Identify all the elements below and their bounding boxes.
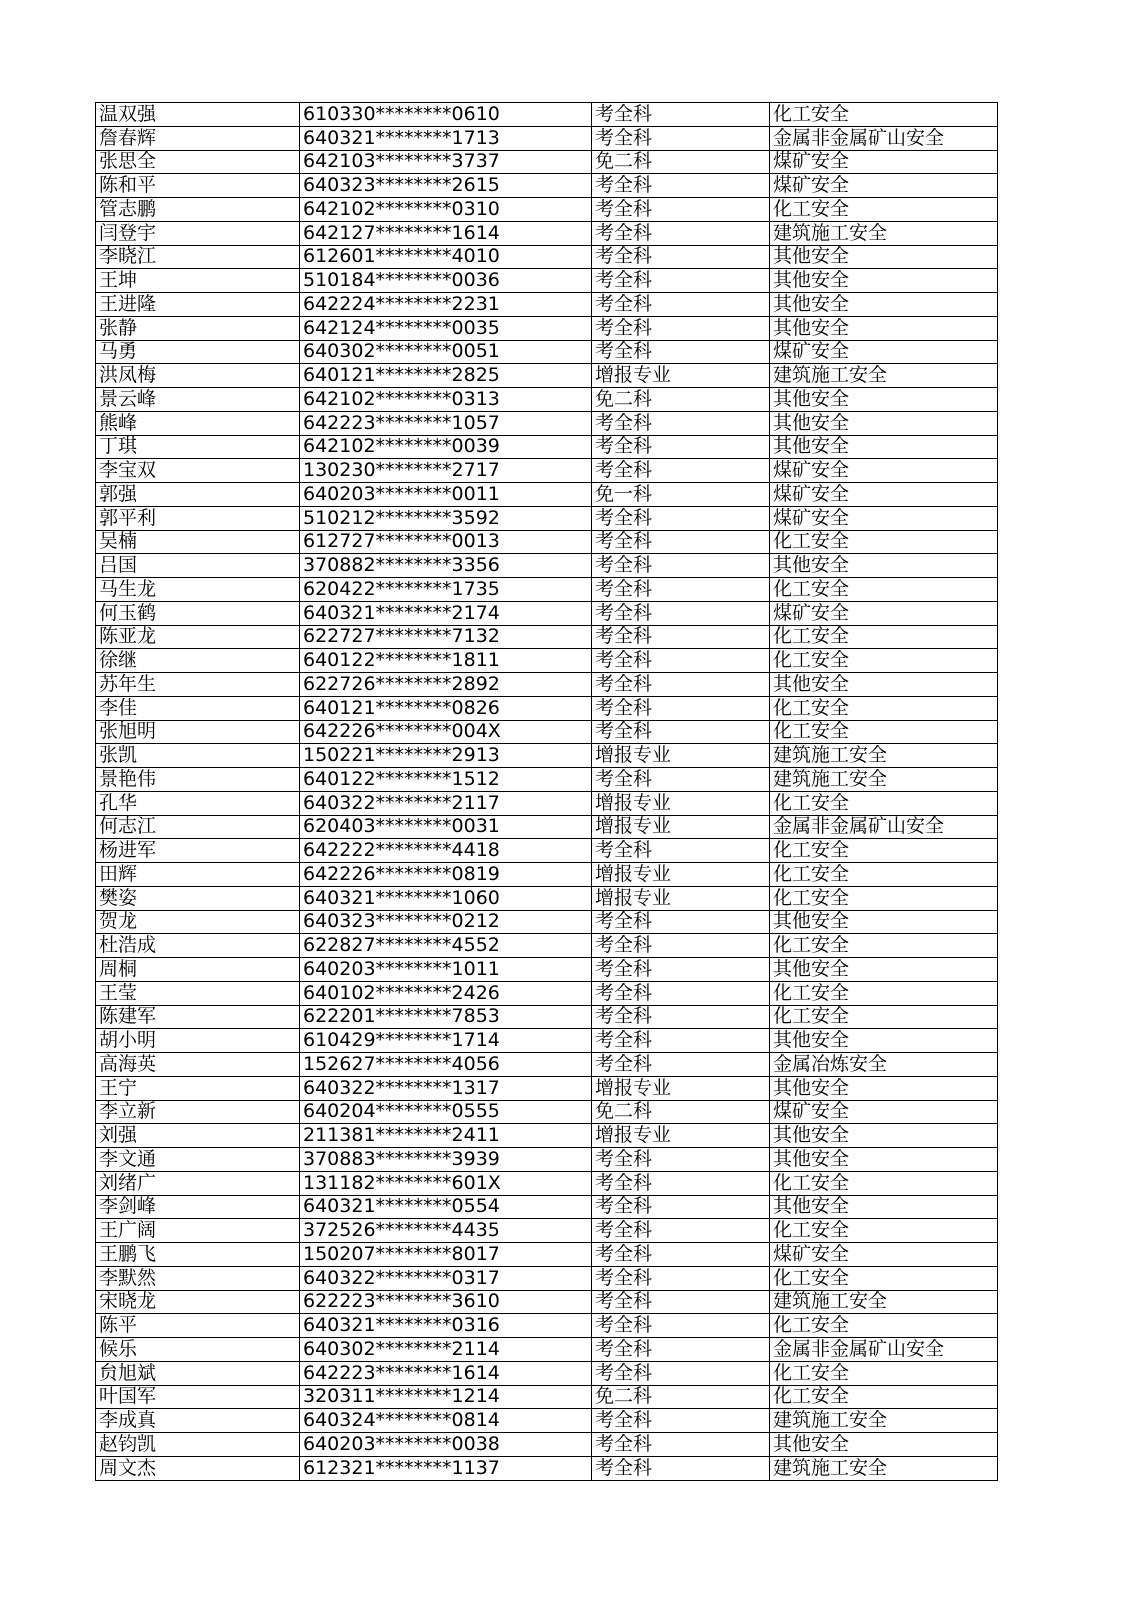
table-row	[96, 815, 998, 839]
id-number-cell: 642127********1614	[300, 221, 592, 245]
table-row	[96, 1100, 998, 1124]
id-number-cell: 642224********2231	[300, 293, 592, 317]
name-cell: 苏年生	[96, 673, 300, 697]
table-row	[96, 221, 998, 245]
safety-category-cell: 其他安全	[770, 1195, 998, 1219]
exam-type-cell: 考全科	[592, 1314, 770, 1338]
table-row	[96, 886, 998, 910]
exam-type-cell: 考全科	[592, 1005, 770, 1029]
id-number-cell: 640302********0051	[300, 340, 592, 364]
table-row	[96, 744, 998, 768]
name-cell: 候乐	[96, 1338, 300, 1362]
safety-category-cell: 化工安全	[770, 696, 998, 720]
exam-type-cell: 增报专业	[592, 1076, 770, 1100]
table-row	[96, 1124, 998, 1148]
name-cell: 李宝双	[96, 459, 300, 483]
id-number-cell: 610330********0610	[300, 103, 592, 127]
exam-type-cell: 考全科	[592, 435, 770, 459]
table-row	[96, 293, 998, 317]
table-row	[96, 198, 998, 222]
exam-type-cell: 考全科	[592, 198, 770, 222]
name-cell: 赵钧凯	[96, 1433, 300, 1457]
name-cell: 熊峰	[96, 411, 300, 435]
id-number-cell: 642223********1057	[300, 411, 592, 435]
id-number-cell: 370883********3939	[300, 1148, 592, 1172]
table-row	[96, 1314, 998, 1338]
safety-category-cell: 化工安全	[770, 886, 998, 910]
id-number-cell: 640122********1512	[300, 768, 592, 792]
safety-category-cell: 化工安全	[770, 578, 998, 602]
table-row	[96, 483, 998, 507]
name-cell: 周文杰	[96, 1456, 300, 1480]
exam-type-cell: 考全科	[592, 768, 770, 792]
exam-type-cell: 考全科	[592, 696, 770, 720]
id-number-cell: 622827********4552	[300, 934, 592, 958]
id-number-cell: 622223********3610	[300, 1290, 592, 1314]
id-number-cell: 640321********0316	[300, 1314, 592, 1338]
exam-type-cell: 考全科	[592, 293, 770, 317]
name-cell: 李佳	[96, 696, 300, 720]
exam-type-cell: 增报专业	[592, 744, 770, 768]
id-number-cell: 510184********0036	[300, 269, 592, 293]
exam-type-cell: 免一科	[592, 483, 770, 507]
table-row	[96, 1385, 998, 1409]
table-row	[96, 720, 998, 744]
table-row	[96, 1243, 998, 1267]
safety-category-cell: 化工安全	[770, 791, 998, 815]
table-row	[96, 1171, 998, 1195]
name-cell: 杜浩成	[96, 934, 300, 958]
id-number-cell: 370882********3356	[300, 554, 592, 578]
safety-category-cell: 煤矿安全	[770, 459, 998, 483]
id-number-cell: 640323********0212	[300, 910, 592, 934]
exam-type-cell: 考全科	[592, 910, 770, 934]
exam-type-cell: 考全科	[592, 1243, 770, 1267]
safety-category-cell: 化工安全	[770, 1361, 998, 1385]
exam-type-cell: 增报专业	[592, 364, 770, 388]
exam-type-cell: 增报专业	[592, 1124, 770, 1148]
exam-type-cell: 增报专业	[592, 815, 770, 839]
exam-type-cell: 考全科	[592, 174, 770, 198]
name-cell: 王鹏飞	[96, 1243, 300, 1267]
id-number-cell: 612601********4010	[300, 245, 592, 269]
exam-type-cell: 考全科	[592, 1266, 770, 1290]
exam-type-cell: 考全科	[592, 554, 770, 578]
exam-type-cell: 考全科	[592, 601, 770, 625]
exam-type-cell: 免二科	[592, 1385, 770, 1409]
name-cell: 马生龙	[96, 578, 300, 602]
id-number-cell: 640321********1713	[300, 126, 592, 150]
exam-type-cell: 增报专业	[592, 863, 770, 887]
name-cell: 李成真	[96, 1409, 300, 1433]
safety-category-cell: 其他安全	[770, 1124, 998, 1148]
exam-type-cell: 考全科	[592, 673, 770, 697]
exam-type-cell: 考全科	[592, 1148, 770, 1172]
exam-type-cell: 考全科	[592, 530, 770, 554]
safety-category-cell: 金属非金属矿山安全	[770, 126, 998, 150]
exam-type-cell: 考全科	[592, 245, 770, 269]
id-number-cell: 640302********2114	[300, 1338, 592, 1362]
table-row	[96, 1029, 998, 1053]
name-cell: 叶国军	[96, 1385, 300, 1409]
id-number-cell: 510212********3592	[300, 506, 592, 530]
name-cell: 陈平	[96, 1314, 300, 1338]
exam-type-cell: 考全科	[592, 340, 770, 364]
table-row	[96, 791, 998, 815]
id-number-cell: 642226********0819	[300, 863, 592, 887]
id-number-cell: 642103********3737	[300, 150, 592, 174]
exam-type-cell: 考全科	[592, 720, 770, 744]
name-cell: 温双强	[96, 103, 300, 127]
name-cell: 贠旭斌	[96, 1361, 300, 1385]
name-cell: 李立新	[96, 1100, 300, 1124]
name-cell: 高海英	[96, 1053, 300, 1077]
safety-category-cell: 其他安全	[770, 1076, 998, 1100]
exam-type-cell: 增报专业	[592, 791, 770, 815]
id-number-cell: 612727********0013	[300, 530, 592, 554]
name-cell: 周桐	[96, 958, 300, 982]
id-number-cell: 640121********2825	[300, 364, 592, 388]
table-row	[96, 673, 998, 697]
id-number-cell: 130230********2717	[300, 459, 592, 483]
exam-type-cell: 考全科	[592, 1338, 770, 1362]
name-cell: 刘强	[96, 1124, 300, 1148]
exam-type-cell: 考全科	[592, 625, 770, 649]
roster-table-body	[96, 103, 998, 1481]
exam-type-cell: 考全科	[592, 1053, 770, 1077]
id-number-cell: 131182********601X	[300, 1171, 592, 1195]
name-cell: 张静	[96, 316, 300, 340]
safety-category-cell: 煤矿安全	[770, 1243, 998, 1267]
id-number-cell: 640102********2426	[300, 981, 592, 1005]
table-row	[96, 1266, 998, 1290]
exam-type-cell: 考全科	[592, 1171, 770, 1195]
exam-type-cell: 考全科	[592, 1029, 770, 1053]
name-cell: 田辉	[96, 863, 300, 887]
name-cell: 马勇	[96, 340, 300, 364]
safety-category-cell: 其他安全	[770, 1029, 998, 1053]
safety-category-cell: 其他安全	[770, 910, 998, 934]
table-row	[96, 174, 998, 198]
name-cell: 王坤	[96, 269, 300, 293]
table-row	[96, 388, 998, 412]
table-row	[96, 340, 998, 364]
name-cell: 李默然	[96, 1266, 300, 1290]
name-cell: 闫登宇	[96, 221, 300, 245]
safety-category-cell: 化工安全	[770, 1314, 998, 1338]
name-cell: 管志鹏	[96, 198, 300, 222]
id-number-cell: 320311********1214	[300, 1385, 592, 1409]
exam-type-cell: 考全科	[592, 221, 770, 245]
id-number-cell: 612321********1137	[300, 1456, 592, 1480]
id-number-cell: 622201********7853	[300, 1005, 592, 1029]
table-row	[96, 958, 998, 982]
name-cell: 陈亚龙	[96, 625, 300, 649]
name-cell: 李剑峰	[96, 1195, 300, 1219]
id-number-cell: 640323********2615	[300, 174, 592, 198]
exam-type-cell: 考全科	[592, 506, 770, 530]
table-row	[96, 981, 998, 1005]
id-number-cell: 640321********2174	[300, 601, 592, 625]
safety-category-cell: 其他安全	[770, 435, 998, 459]
id-number-cell: 642226********004X	[300, 720, 592, 744]
name-cell: 何志江	[96, 815, 300, 839]
exam-type-cell: 考全科	[592, 126, 770, 150]
table-row	[96, 1290, 998, 1314]
safety-category-cell: 金属非金属矿山安全	[770, 1338, 998, 1362]
id-number-cell: 640321********1060	[300, 886, 592, 910]
exam-type-cell: 免二科	[592, 388, 770, 412]
safety-category-cell: 建筑施工安全	[770, 1409, 998, 1433]
safety-category-cell: 化工安全	[770, 981, 998, 1005]
safety-category-cell: 化工安全	[770, 1385, 998, 1409]
exam-type-cell: 考全科	[592, 1195, 770, 1219]
id-number-cell: 640204********0555	[300, 1100, 592, 1124]
table-row	[96, 530, 998, 554]
table-row	[96, 768, 998, 792]
safety-category-cell: 建筑施工安全	[770, 744, 998, 768]
table-row	[96, 839, 998, 863]
id-number-cell: 640321********0554	[300, 1195, 592, 1219]
safety-category-cell: 煤矿安全	[770, 1100, 998, 1124]
table-row	[96, 459, 998, 483]
table-row	[96, 1409, 998, 1433]
name-cell: 王进隆	[96, 293, 300, 317]
exam-type-cell: 考全科	[592, 103, 770, 127]
safety-category-cell: 建筑施工安全	[770, 364, 998, 388]
table-row	[96, 696, 998, 720]
table-row	[96, 364, 998, 388]
id-number-cell: 620403********0031	[300, 815, 592, 839]
table-row	[96, 269, 998, 293]
safety-category-cell: 其他安全	[770, 673, 998, 697]
safety-category-cell: 其他安全	[770, 388, 998, 412]
exam-type-cell: 免二科	[592, 150, 770, 174]
safety-category-cell: 煤矿安全	[770, 340, 998, 364]
safety-category-cell: 金属冶炼安全	[770, 1053, 998, 1077]
id-number-cell: 642102********0310	[300, 198, 592, 222]
table-row	[96, 1338, 998, 1362]
table-row	[96, 1148, 998, 1172]
id-number-cell: 640203********0011	[300, 483, 592, 507]
safety-category-cell: 煤矿安全	[770, 174, 998, 198]
name-cell: 陈和平	[96, 174, 300, 198]
table-row	[96, 435, 998, 459]
name-cell: 詹春辉	[96, 126, 300, 150]
exam-type-cell: 考全科	[592, 459, 770, 483]
name-cell: 王莹	[96, 981, 300, 1005]
safety-category-cell: 化工安全	[770, 530, 998, 554]
exam-type-cell: 免二科	[592, 1100, 770, 1124]
name-cell: 樊姿	[96, 886, 300, 910]
id-number-cell: 642223********1614	[300, 1361, 592, 1385]
safety-category-cell: 其他安全	[770, 316, 998, 340]
table-row	[96, 910, 998, 934]
id-number-cell: 640322********0317	[300, 1266, 592, 1290]
safety-category-cell: 金属非金属矿山安全	[770, 815, 998, 839]
safety-category-cell: 煤矿安全	[770, 601, 998, 625]
name-cell: 孔华	[96, 791, 300, 815]
table-row	[96, 625, 998, 649]
table-row	[96, 863, 998, 887]
safety-category-cell: 其他安全	[770, 1148, 998, 1172]
table-row	[96, 554, 998, 578]
id-number-cell: 642124********0035	[300, 316, 592, 340]
name-cell: 刘绪广	[96, 1171, 300, 1195]
table-row	[96, 1456, 998, 1480]
id-number-cell: 640322********2117	[300, 791, 592, 815]
exam-type-cell: 考全科	[592, 578, 770, 602]
id-number-cell: 642102********0313	[300, 388, 592, 412]
table-row	[96, 1053, 998, 1077]
id-number-cell: 152627********4056	[300, 1053, 592, 1077]
table-row	[96, 126, 998, 150]
name-cell: 张旭明	[96, 720, 300, 744]
exam-type-cell: 考全科	[592, 934, 770, 958]
exam-type-cell: 考全科	[592, 1290, 770, 1314]
roster-table	[95, 102, 998, 1481]
safety-category-cell: 建筑施工安全	[770, 768, 998, 792]
table-row	[96, 1005, 998, 1029]
name-cell: 贺龙	[96, 910, 300, 934]
table-row	[96, 1195, 998, 1219]
safety-category-cell: 其他安全	[770, 554, 998, 578]
id-number-cell: 150221********2913	[300, 744, 592, 768]
name-cell: 陈建军	[96, 1005, 300, 1029]
exam-type-cell: 增报专业	[592, 886, 770, 910]
id-number-cell: 622726********2892	[300, 673, 592, 697]
safety-category-cell: 煤矿安全	[770, 506, 998, 530]
id-number-cell: 642102********0039	[300, 435, 592, 459]
id-number-cell: 640203********0038	[300, 1433, 592, 1457]
safety-category-cell: 建筑施工安全	[770, 1456, 998, 1480]
safety-category-cell: 化工安全	[770, 1005, 998, 1029]
exam-type-cell: 考全科	[592, 981, 770, 1005]
table-row	[96, 245, 998, 269]
table-row	[96, 1361, 998, 1385]
name-cell: 景云峰	[96, 388, 300, 412]
safety-category-cell: 化工安全	[770, 1219, 998, 1243]
safety-category-cell: 化工安全	[770, 103, 998, 127]
safety-category-cell: 化工安全	[770, 720, 998, 744]
safety-category-cell: 其他安全	[770, 1433, 998, 1457]
table-row	[96, 1076, 998, 1100]
id-number-cell: 620422********1735	[300, 578, 592, 602]
id-number-cell: 372526********4435	[300, 1219, 592, 1243]
exam-type-cell: 考全科	[592, 839, 770, 863]
name-cell: 吕国	[96, 554, 300, 578]
name-cell: 王宁	[96, 1076, 300, 1100]
name-cell: 杨进军	[96, 839, 300, 863]
exam-type-cell: 考全科	[592, 1456, 770, 1480]
name-cell: 郭平利	[96, 506, 300, 530]
safety-category-cell: 化工安全	[770, 839, 998, 863]
table-row	[96, 150, 998, 174]
exam-type-cell: 考全科	[592, 1219, 770, 1243]
name-cell: 张思全	[96, 150, 300, 174]
table-row	[96, 316, 998, 340]
safety-category-cell: 其他安全	[770, 245, 998, 269]
safety-category-cell: 化工安全	[770, 863, 998, 887]
id-number-cell: 640322********1317	[300, 1076, 592, 1100]
name-cell: 李晓江	[96, 245, 300, 269]
safety-category-cell: 其他安全	[770, 411, 998, 435]
exam-type-cell: 考全科	[592, 958, 770, 982]
name-cell: 李文通	[96, 1148, 300, 1172]
name-cell: 景艳伟	[96, 768, 300, 792]
safety-category-cell: 化工安全	[770, 198, 998, 222]
safety-category-cell: 化工安全	[770, 625, 998, 649]
name-cell: 宋晓龙	[96, 1290, 300, 1314]
safety-category-cell: 化工安全	[770, 1266, 998, 1290]
exam-type-cell: 考全科	[592, 411, 770, 435]
id-number-cell: 640122********1811	[300, 649, 592, 673]
table-row	[96, 649, 998, 673]
id-number-cell: 640121********0826	[300, 696, 592, 720]
safety-category-cell: 其他安全	[770, 269, 998, 293]
safety-category-cell: 化工安全	[770, 934, 998, 958]
safety-category-cell: 建筑施工安全	[770, 221, 998, 245]
id-number-cell: 640203********1011	[300, 958, 592, 982]
id-number-cell: 642222********4418	[300, 839, 592, 863]
table-row	[96, 411, 998, 435]
table-row	[96, 934, 998, 958]
safety-category-cell: 化工安全	[770, 649, 998, 673]
safety-category-cell: 化工安全	[770, 1171, 998, 1195]
exam-type-cell: 考全科	[592, 1433, 770, 1457]
exam-type-cell: 考全科	[592, 269, 770, 293]
table-row	[96, 578, 998, 602]
table-row	[96, 1433, 998, 1457]
safety-category-cell: 建筑施工安全	[770, 1290, 998, 1314]
id-number-cell: 622727********7132	[300, 625, 592, 649]
id-number-cell: 610429********1714	[300, 1029, 592, 1053]
name-cell: 郭强	[96, 483, 300, 507]
safety-category-cell: 其他安全	[770, 293, 998, 317]
name-cell: 吴楠	[96, 530, 300, 554]
exam-type-cell: 考全科	[592, 1409, 770, 1433]
name-cell: 丁琪	[96, 435, 300, 459]
name-cell: 张凯	[96, 744, 300, 768]
id-number-cell: 640324********0814	[300, 1409, 592, 1433]
table-row	[96, 601, 998, 625]
name-cell: 胡小明	[96, 1029, 300, 1053]
table-row	[96, 1219, 998, 1243]
name-cell: 洪凤梅	[96, 364, 300, 388]
id-number-cell: 150207********8017	[300, 1243, 592, 1267]
name-cell: 何玉鹤	[96, 601, 300, 625]
exam-type-cell: 考全科	[592, 1361, 770, 1385]
name-cell: 王广阔	[96, 1219, 300, 1243]
exam-type-cell: 考全科	[592, 316, 770, 340]
exam-type-cell: 考全科	[592, 649, 770, 673]
safety-category-cell: 煤矿安全	[770, 150, 998, 174]
safety-category-cell: 煤矿安全	[770, 483, 998, 507]
name-cell: 徐继	[96, 649, 300, 673]
id-number-cell: 211381********2411	[300, 1124, 592, 1148]
safety-category-cell: 其他安全	[770, 958, 998, 982]
table-row	[96, 103, 998, 127]
table-row	[96, 506, 998, 530]
